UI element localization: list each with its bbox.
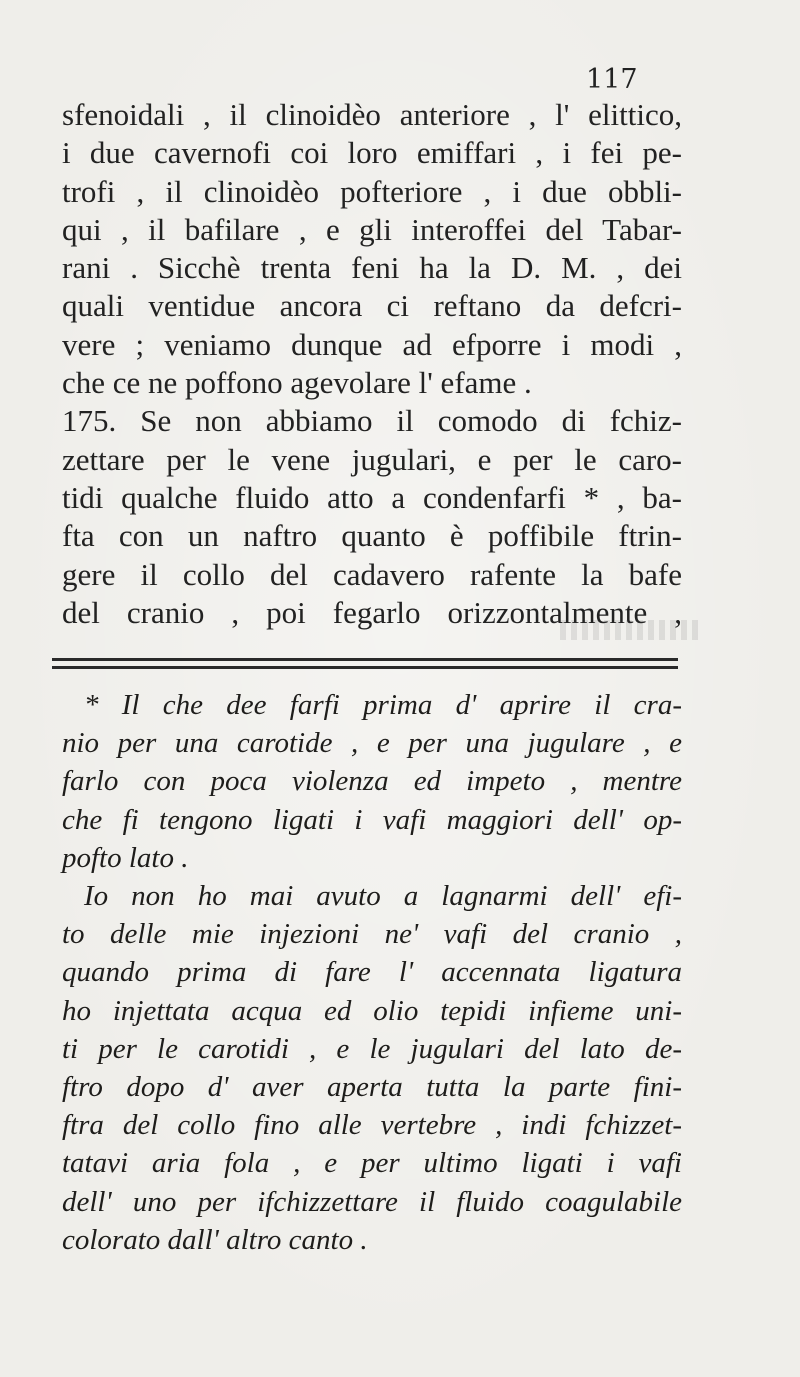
text-line: trofi , il clinoidèo pofteriore , i due obbli-	[62, 173, 682, 209]
footnote-rule-top	[52, 658, 678, 661]
text-line: sfenoidali , il clinoidèo anteriore , l' elittico,	[62, 97, 682, 132]
page-number: 117	[586, 64, 638, 95]
footnote-line: ftra del collo fino alle vertebre , indi fchizzet-	[62, 1109, 682, 1142]
footnote-line: ti per le carotidi , e le jugulari del lato de-	[62, 1032, 682, 1065]
text-line: zettare per le vene jugulari, e per le caro-	[62, 441, 682, 477]
text-line: quali ventidue ancora ci reftano da defcri-	[62, 288, 682, 324]
footnote-rule-bottom	[52, 666, 678, 669]
footnote-line: quando prima di fare l' accennata ligatura	[62, 956, 682, 989]
text-line: 175. Se non abbiamo il comodo di fchiz-	[62, 403, 682, 439]
footnote-line: dell' uno per ifchizzettare il fluido coagulabile	[62, 1185, 682, 1218]
text-line: tidi qualche fluido atto a condenfarfi * , ba-	[62, 479, 682, 515]
text-line: qui , il bafilare , e gli interoffei del Tabar-	[62, 211, 682, 247]
footnote-line: pofto lato .	[62, 841, 189, 874]
footnote-line: tatavi aria fola , e per ultimo ligati i vafi	[62, 1147, 682, 1180]
footnote-line: che fi tengono ligati i vafi maggiori dell' op-	[62, 803, 682, 836]
footnote-line: nio per una carotide , e per una jugulare , e	[62, 727, 682, 760]
text-line: fta con un naftro quanto è poffibile ftrin-	[62, 518, 682, 554]
text-line: del cranio , poi fegarlo orizzontalmente ,	[62, 594, 682, 630]
text-line: rani . Sicchè trenta feni ha la D. M. , dei	[62, 250, 682, 286]
footnote-line: Io non ho mai avuto a lagnarmi dell' efi-	[84, 880, 682, 913]
text-line: i due cavernofi coi loro emiffari , i fei pe-	[62, 135, 682, 171]
footnote-line: farlo con poca violenza ed impeto , mentre	[62, 765, 682, 798]
text-line: che ce ne poffono agevolare l' efame .	[62, 365, 532, 401]
footnote-line: ho injettata acqua ed olio tepidi infieme uni-	[62, 994, 682, 1027]
footnote-line: to delle mie injezioni ne' vafi del cranio ,	[62, 918, 682, 951]
main-text	[62, 96, 682, 632]
bleed-through-marks	[560, 620, 700, 640]
footnote-line: * Il che dee farfi prima d' aprire il cra-	[84, 689, 682, 721]
footnote-line: colorato dall' altro canto .	[62, 1223, 368, 1256]
text-line: vere ; veniamo dunque ad efporre i modi ,	[62, 326, 682, 362]
footnote-line: ftro dopo d' aver aperta tutta la parte fini-	[62, 1071, 682, 1104]
footnote-text	[62, 686, 682, 1259]
text-line: gere il collo del cadavero rafente la bafe	[62, 556, 682, 592]
